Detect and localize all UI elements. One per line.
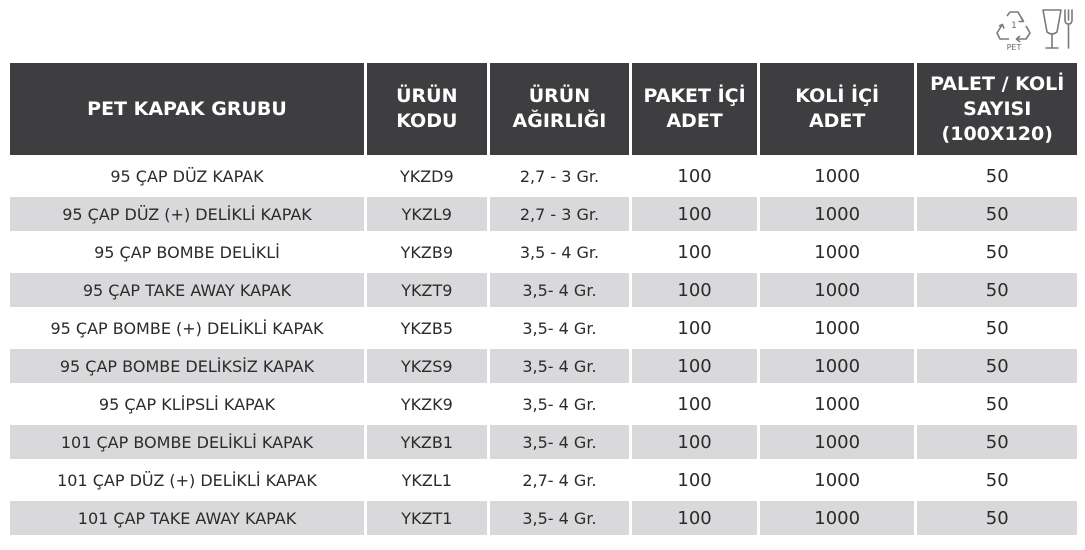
cell-weight: 3,5- 4 Gr. (490, 387, 630, 421)
cell-weight: 2,7- 4 Gr. (490, 463, 630, 497)
cell-weight: 3,5- 4 Gr. (490, 311, 630, 345)
cell-product-name: 101 ÇAP BOMBE DELİKLİ KAPAK (10, 425, 364, 459)
cell-product-code: YKZK9 (367, 387, 487, 421)
cell-box-qty: 1000 (760, 349, 915, 383)
cell-pallet-count: 50 (917, 501, 1077, 535)
cell-package-qty: 100 (632, 159, 757, 193)
cell-box-qty: 1000 (760, 463, 915, 497)
cell-pallet-count: 50 (917, 387, 1077, 421)
cell-product-code: YKZB5 (367, 311, 487, 345)
cell-product-name: 95 ÇAP BOMBE (+) DELİKLİ KAPAK (10, 311, 364, 345)
cell-product-name: 95 ÇAP DÜZ KAPAK (10, 159, 364, 193)
cell-box-qty: 1000 (760, 387, 915, 421)
cell-box-qty: 1000 (760, 425, 915, 459)
cell-product-name: 95 ÇAP BOMBE DELİKSİZ KAPAK (10, 349, 364, 383)
cell-pallet-count: 50 (917, 425, 1077, 459)
recycle-number: 1 (1011, 21, 1017, 31)
header-product-code: ÜRÜN KODU (367, 63, 487, 155)
cell-product-code: YKZL9 (367, 197, 487, 231)
cell-pallet-count: 50 (917, 235, 1077, 269)
cell-weight: 3,5- 4 Gr. (490, 501, 630, 535)
cell-weight: 3,5- 4 Gr. (490, 349, 630, 383)
cell-product-name: 95 ÇAP BOMBE DELİKLİ (10, 235, 364, 269)
cell-weight: 2,7 - 3 Gr. (490, 159, 630, 193)
cell-product-code: YKZL1 (367, 463, 487, 497)
cell-package-qty: 100 (632, 235, 757, 269)
cell-package-qty: 100 (632, 463, 757, 497)
header-package-qty: PAKET İÇİ ADET (632, 63, 757, 155)
cell-product-code: YKZT1 (367, 501, 487, 535)
cell-package-qty: 100 (632, 273, 757, 307)
cell-package-qty: 100 (632, 387, 757, 421)
cell-product-name: 95 ÇAP TAKE AWAY KAPAK (10, 273, 364, 307)
table-header (10, 63, 1077, 155)
header-product-weight: ÜRÜN AĞIRLIĞI (490, 63, 630, 155)
cell-product-code: YKZS9 (367, 349, 487, 383)
cell-weight: 3,5- 4 Gr. (490, 425, 630, 459)
cell-pallet-count: 50 (917, 197, 1077, 231)
table-row (10, 273, 1077, 307)
recycle-pet-icon (995, 6, 1033, 52)
table-row (10, 501, 1077, 535)
header-box-qty: KOLİ İÇİ ADET (760, 63, 915, 155)
table-row (10, 387, 1077, 421)
cell-pallet-count: 50 (917, 159, 1077, 193)
header-product-group: PET KAPAK GRUBU (10, 63, 364, 155)
cell-product-code: YKZT9 (367, 273, 487, 307)
table-row (10, 235, 1077, 269)
cell-weight: 2,7 - 3 Gr. (490, 197, 630, 231)
cell-box-qty: 1000 (760, 235, 915, 269)
cell-pallet-count: 50 (917, 273, 1077, 307)
table-row (10, 311, 1077, 345)
cell-product-name: 95 ÇAP KLİPSLİ KAPAK (10, 387, 364, 421)
recycle-label: PET (1006, 43, 1022, 52)
cell-box-qty: 1000 (760, 311, 915, 345)
cell-product-name: 101 ÇAP DÜZ (+) DELİKLİ KAPAK (10, 463, 364, 497)
table-row (10, 159, 1077, 193)
table-row (10, 197, 1077, 231)
cell-box-qty: 1000 (760, 197, 915, 231)
cell-product-code: YKZB9 (367, 235, 487, 269)
cell-package-qty: 100 (632, 501, 757, 535)
cell-pallet-count: 50 (917, 349, 1077, 383)
cell-pallet-count: 50 (917, 463, 1077, 497)
table-row (10, 425, 1077, 459)
cell-package-qty: 100 (632, 349, 757, 383)
cell-box-qty: 1000 (760, 159, 915, 193)
cell-box-qty: 1000 (760, 501, 915, 535)
cell-package-qty: 100 (632, 197, 757, 231)
cell-product-code: YKZD9 (367, 159, 487, 193)
cell-product-name: 95 ÇAP DÜZ (+) DELİKLİ KAPAK (10, 197, 364, 231)
cell-weight: 3,5- 4 Gr. (490, 273, 630, 307)
cell-product-code: YKZB1 (367, 425, 487, 459)
header-pallet-box-count: PALET / KOLİ SAYISI (100X120) (917, 63, 1077, 155)
table-body (10, 159, 1077, 535)
food-safe-icon (1041, 6, 1077, 52)
cell-pallet-count: 50 (917, 311, 1077, 345)
product-table (10, 63, 1077, 539)
table-row (10, 463, 1077, 497)
table-row (10, 349, 1077, 383)
icon-group (995, 6, 1077, 54)
cell-package-qty: 100 (632, 425, 757, 459)
cell-weight: 3,5 - 4 Gr. (490, 235, 630, 269)
cell-package-qty: 100 (632, 311, 757, 345)
cell-product-name: 101 ÇAP TAKE AWAY KAPAK (10, 501, 364, 535)
cell-box-qty: 1000 (760, 273, 915, 307)
